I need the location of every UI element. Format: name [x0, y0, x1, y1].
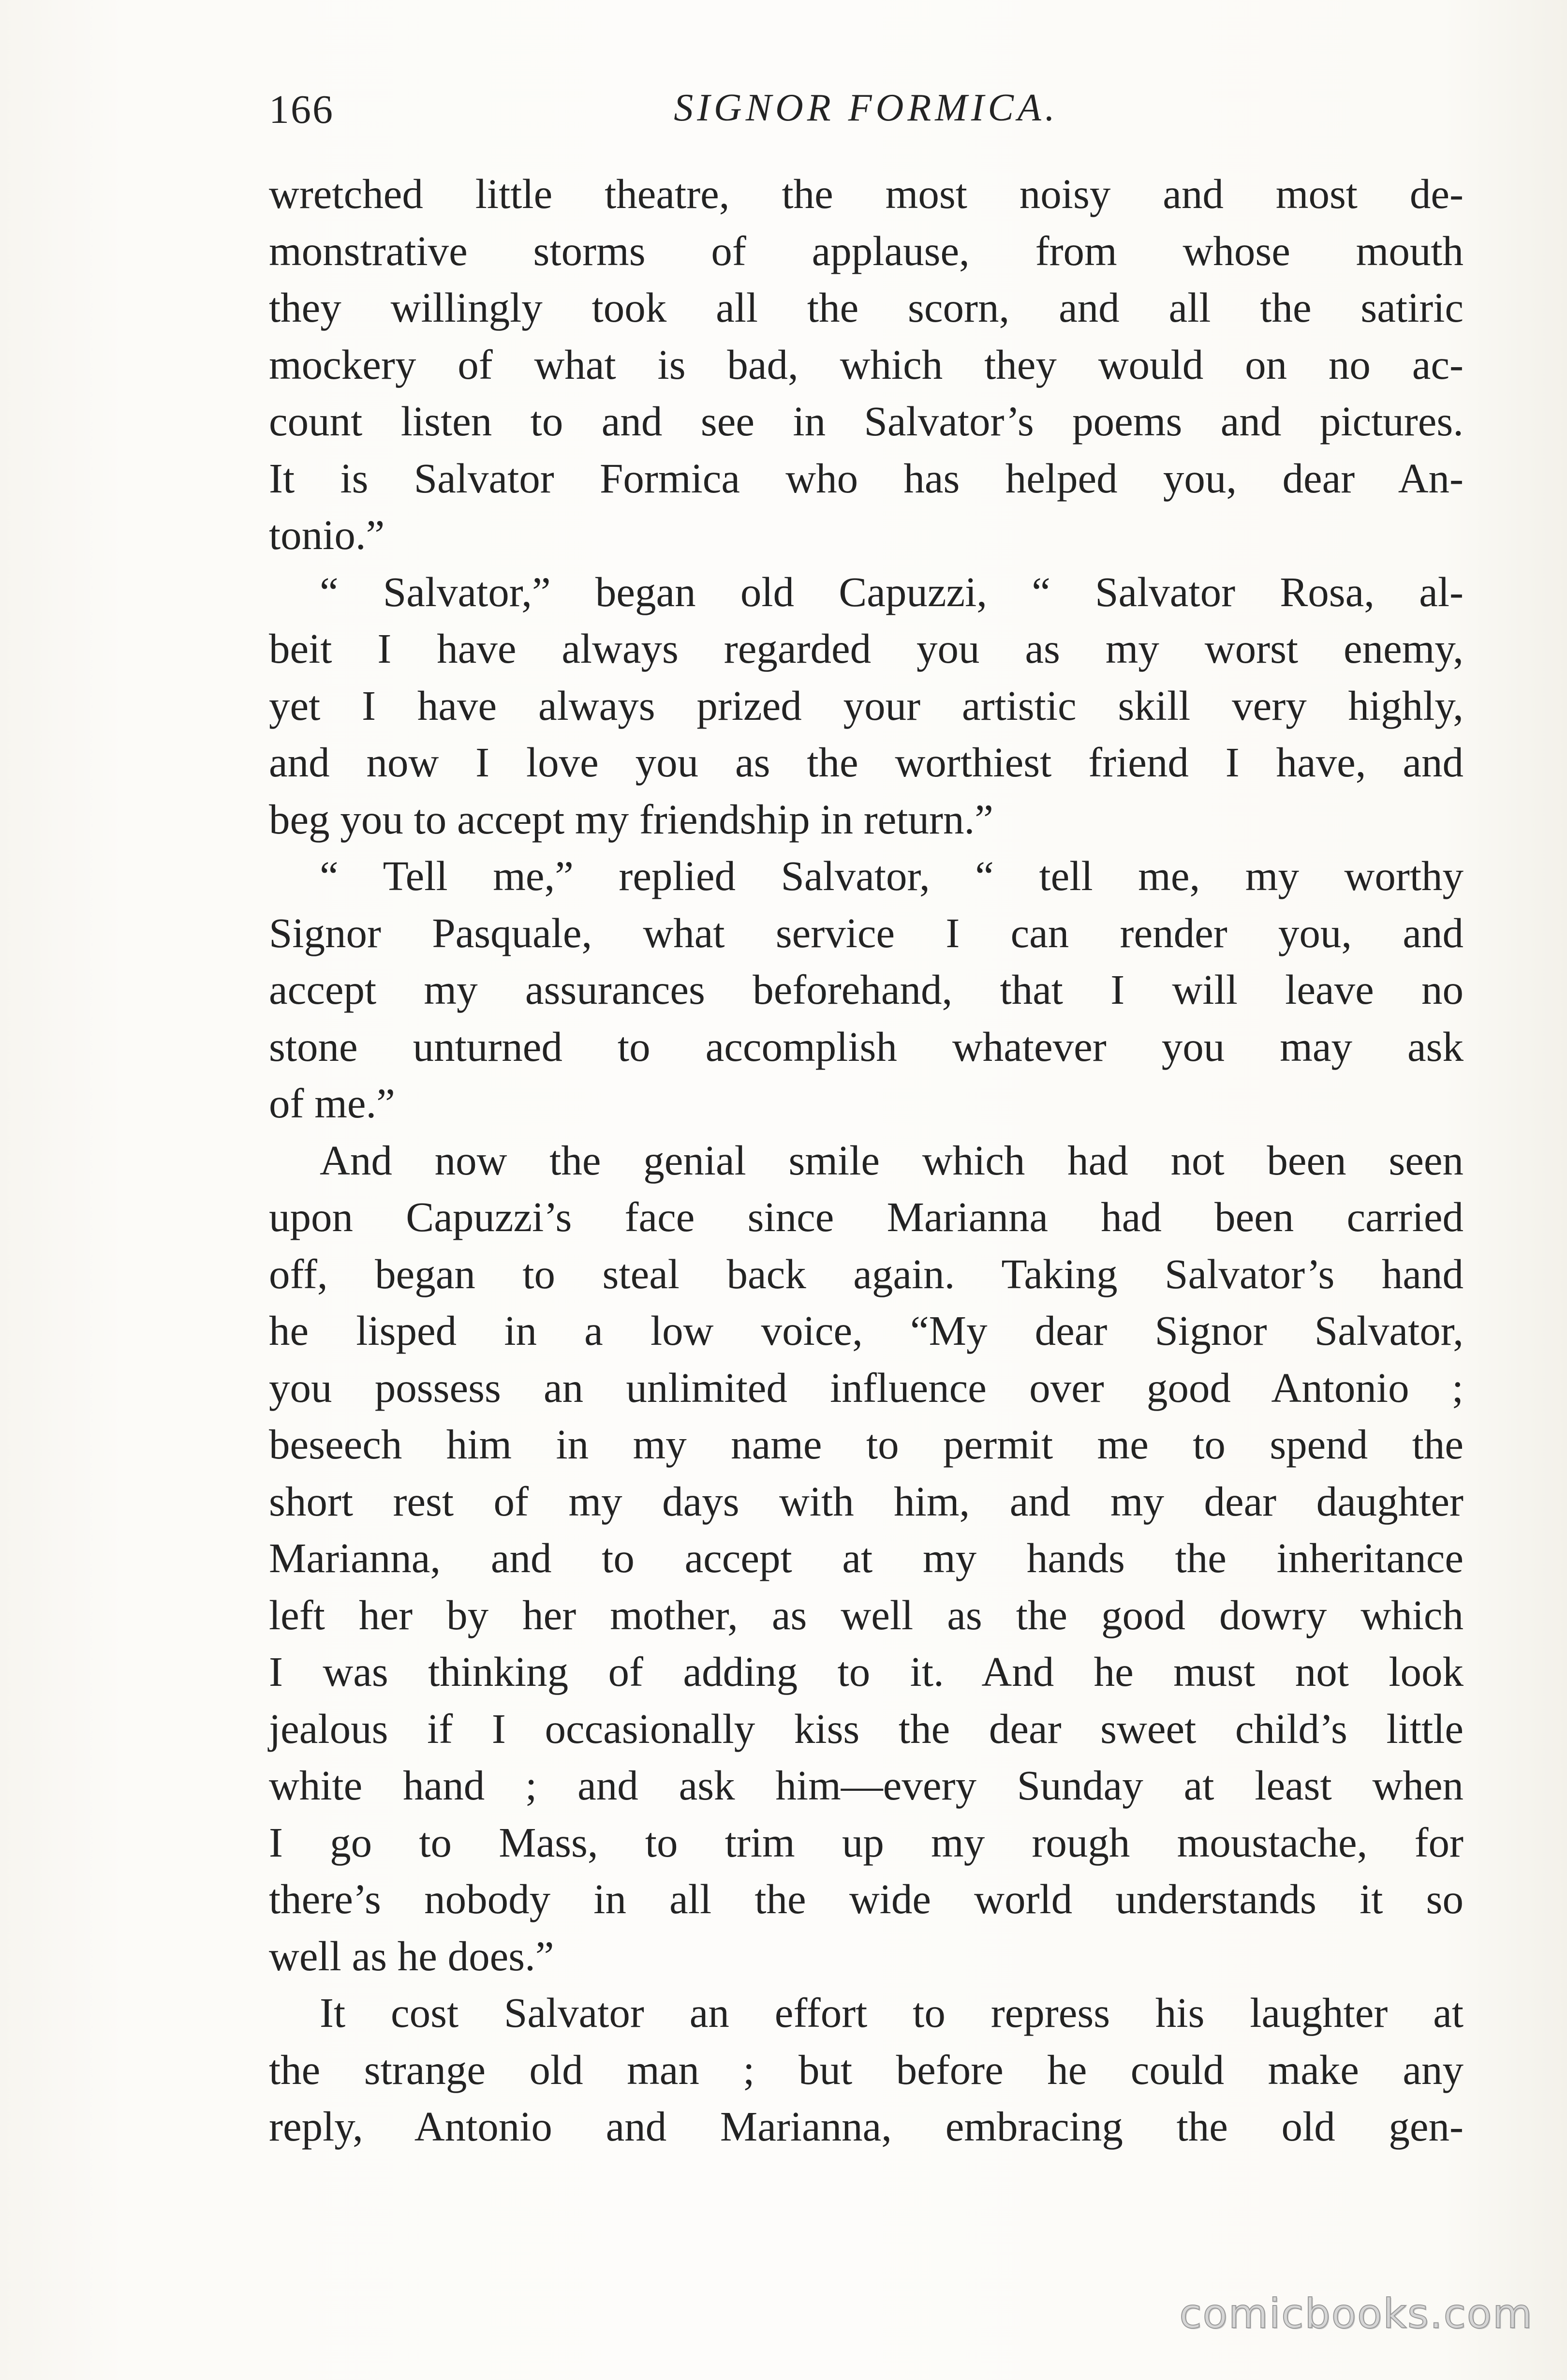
text-line: It is Salvator Formica who has helped you, dear An-	[269, 454, 1464, 502]
page-number: 166	[269, 87, 334, 132]
text-line: beit I have always regarded you as my worst enemy,	[269, 625, 1464, 672]
text-line: beseech him in my name to permit me to spend the	[269, 1421, 1464, 1468]
text-line: I go to Mass, to trim up my rough moustache, for	[269, 1818, 1464, 1866]
text-line: beg you to accept my friendship in return.”	[269, 795, 993, 843]
text-line: count listen to and see in Salvator’s poems and pictures.	[269, 398, 1464, 445]
body-text	[269, 165, 1464, 2155]
watermark-logo: comicbooks.com	[1179, 2290, 1533, 2337]
text-line: yet I have always prized your artistic skill very highly,	[269, 682, 1464, 729]
text-line: upon Capuzzi’s face since Marianna had been carried	[269, 1193, 1464, 1240]
paragraph	[269, 1984, 1464, 2155]
text-line: Marianna, and to accept at my hands the inheritance	[269, 1534, 1464, 1581]
text-line: short rest of my days with him, and my dear daughter	[269, 1477, 1464, 1525]
text-line: accept my assurances beforehand, that I will leave no	[269, 966, 1464, 1013]
text-line: off, began to steal back again. Taking Salvator’s hand	[269, 1250, 1464, 1297]
text-line: I was thinking of adding to it. And he must not look	[269, 1648, 1464, 1695]
text-line: you possess an unlimited influence over good Antonio ;	[269, 1364, 1464, 1411]
text-line: of me.”	[269, 1080, 395, 1127]
text-line: mockery of what is bad, which they would on no ac-	[269, 341, 1464, 388]
text-line: It cost Salvator an effort to repress his laughter at	[320, 1989, 1464, 2036]
paragraph	[269, 165, 1464, 564]
text-line: monstrative storms of applause, from whose mouth	[269, 227, 1464, 274]
text-line: stone unturned to accomplish whatever you may ask	[269, 1023, 1464, 1070]
text-line: and now I love you as the worthiest friend I have, and	[269, 739, 1464, 786]
text-line: white hand ; and ask him—every Sunday at least when	[269, 1762, 1464, 1809]
text-line: wretched little theatre, the most noisy and most de-	[269, 170, 1464, 217]
text-line: they willingly took all the scorn, and all the satiric	[269, 284, 1464, 331]
text-line: Signor Pasquale, what service I can render you, and	[269, 909, 1464, 956]
paragraph	[269, 848, 1464, 1132]
paragraph	[269, 1132, 1464, 1985]
text-line: he lisped in a low voice, “My dear Signor Salvator,	[269, 1307, 1464, 1354]
text-line: the strange old man ; but before he could make any	[269, 2046, 1464, 2093]
page-header	[269, 86, 1464, 139]
text-line: And now the genial smile which had not been seen	[320, 1136, 1464, 1184]
text-line: “ Salvator,” began old Capuzzi, “ Salvator Rosa, al-	[320, 568, 1464, 615]
text-line: there’s nobody in all the wide world understands it so	[269, 1875, 1464, 1922]
running-title: SIGNOR FORMICA.	[674, 87, 1059, 129]
text-line: “ Tell me,” replied Salvator, “ tell me, my worthy	[320, 852, 1464, 899]
text-line: left her by her mother, as well as the good dowry which	[269, 1591, 1464, 1638]
text-line: jealous if I occasionally kiss the dear sweet child’s little	[269, 1705, 1464, 1752]
text-line: tonio.”	[269, 511, 385, 558]
text-line: well as he does.”	[269, 1932, 554, 1979]
paragraph	[269, 564, 1464, 848]
text-line: reply, Antonio and Marianna, embracing the old gen-	[269, 2103, 1464, 2150]
